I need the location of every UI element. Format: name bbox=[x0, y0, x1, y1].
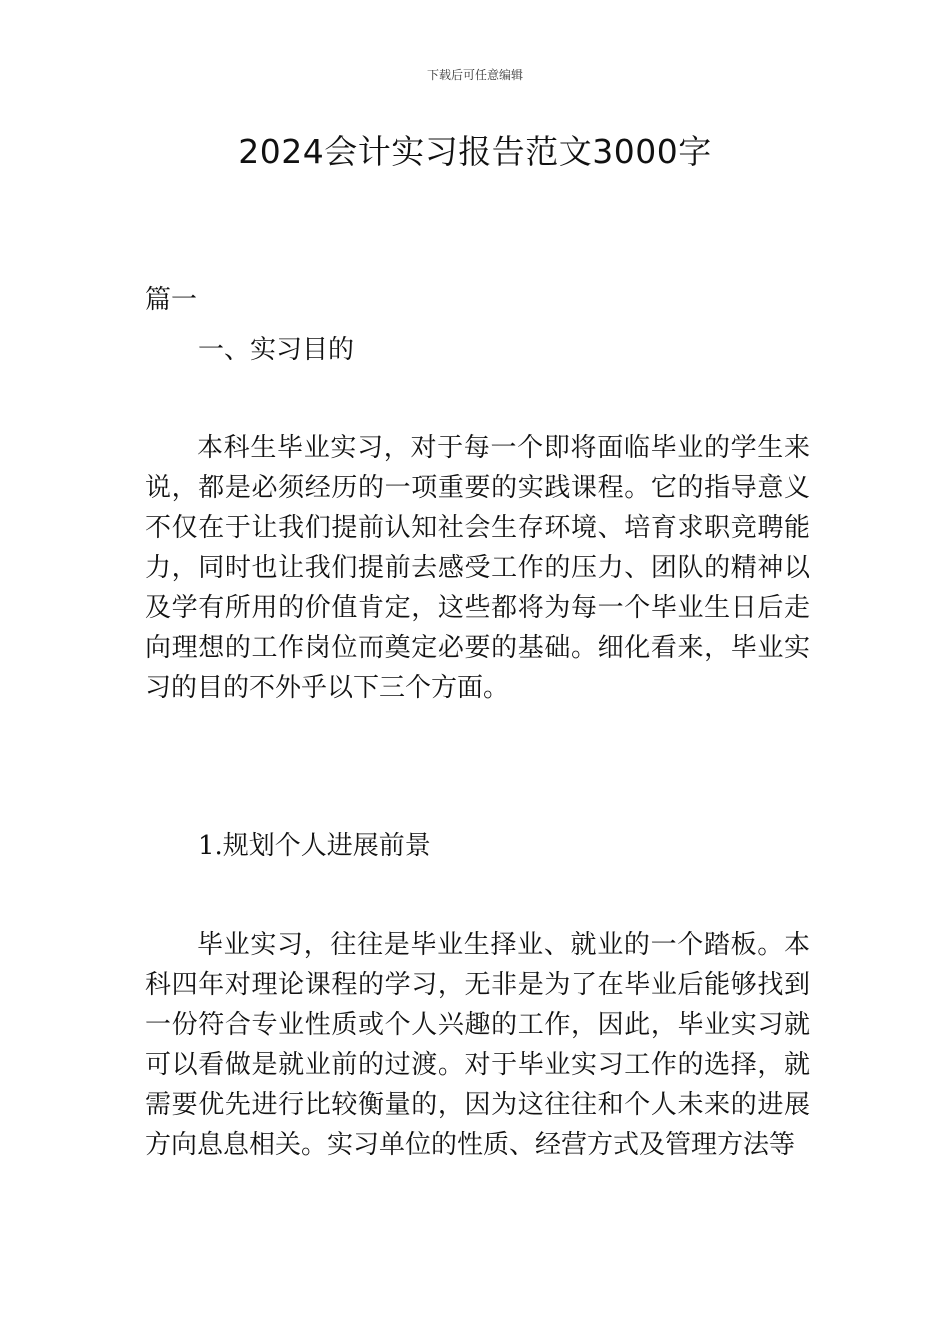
section-label: 篇一 bbox=[145, 285, 198, 315]
body-paragraph: 毕业实习，往往是毕业生择业、就业的一个踏板。本科四年对理论课程的学习，无非是为了在毕业后能够找到一份符合专业性质或个人兴趣的工作，因此，毕业实习就可以看做是就业前的过渡。对于毕业实习工作的选择，就需要优先进行比较衡量的，因为这往往和个人未来的进展方向息息相关。实习单位的性质、经营方式及管理方法等 bbox=[145, 930, 810, 1160]
subsection-heading: 1.规划个人进展前景 bbox=[198, 831, 431, 861]
document-title: 2024会计实习报告范文3000字 bbox=[238, 132, 712, 171]
header-note: 下载后可任意编辑 bbox=[426, 68, 523, 82]
body-paragraph: 本科生毕业实习，对于每一个即将面临毕业的学生来说，都是必须经历的一项重要的实践课程。它的指导意义不仅在于让我们提前认知社会生存环境、培育求职竞聘能力，同时也让我们提前去感受工作的压力、团队的精神以及学有所用的价值肯定，这些都将为每一个毕业生日后走向理想的工作岗位而奠定必要的基础。细化看来，毕业实习的目的不外乎以下三个方面。 bbox=[145, 433, 810, 703]
section-heading-purpose: 一、实习目的 bbox=[198, 335, 355, 365]
